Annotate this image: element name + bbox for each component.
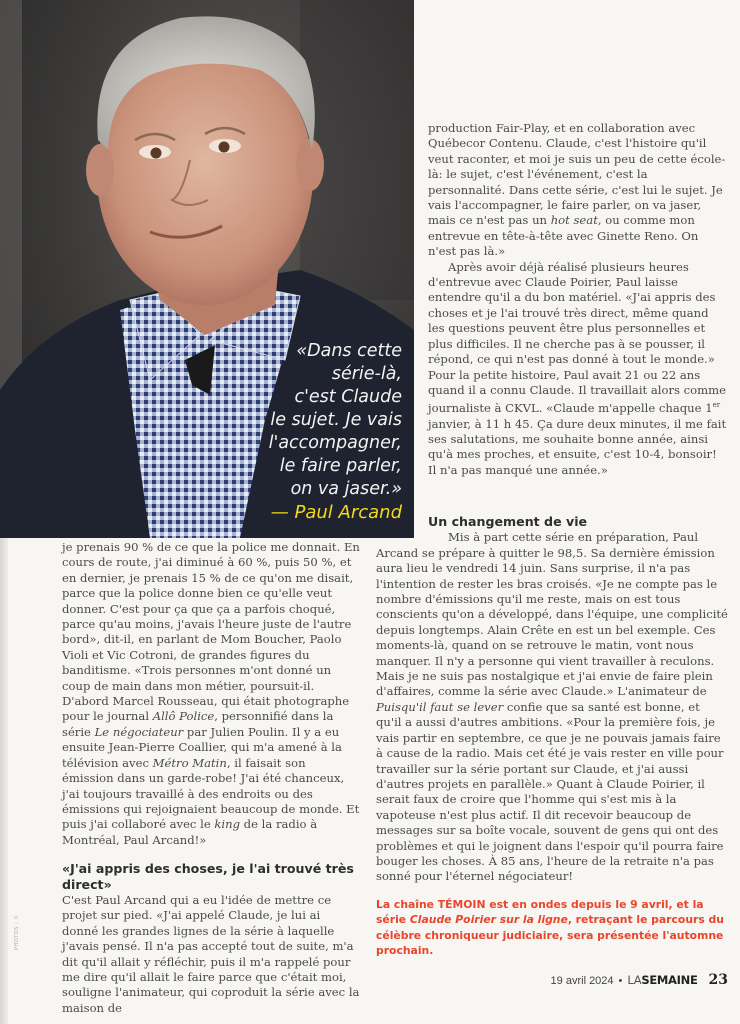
article-column-right-top [428, 121, 728, 478]
logo-la: LA [627, 973, 642, 987]
article-paragraph [428, 260, 728, 479]
pull-quote-line: série-là, [331, 364, 402, 384]
text-run: , retraçant le parcours du célèbre chroniqueur judiciaire, sera présentée l'automne prochain. [376, 913, 724, 958]
separator-dot: • [618, 975, 623, 987]
portrait-photo [0, 0, 414, 538]
text-run: , ou comme mon entrevue en tête-à-tête avec Ginette Reno. On n'est pas là.» [428, 213, 699, 259]
article-paragraph [376, 546, 728, 885]
pull-quote-line: le sujet. Je vais [270, 410, 402, 430]
emphasis-allo-police: Allô Police [152, 709, 215, 724]
emphasis-hot-seat: hot seat [550, 213, 598, 228]
text-run: par Julien Poulin. Il y a eu ensuite Jean-Pierre Coallier, qui m'a amené à la télévision avec [62, 724, 342, 770]
pull-quote [252, 340, 402, 524]
section-subhead: Un changement de vie [428, 514, 588, 529]
page-footer [551, 972, 728, 988]
article-paragraph: C'est Paul Arcand qui a eu l'idée de mettre ce projet sur pied. «J'ai appelé Claude, je lui ai donné les grandes lignes de la série à laquelle j'avais pensé. Il n'a pas accepté tout de suite, m'a dit qu'il allait y réfléchir, puis il m'a rappelé pour me dire qu'il allait le faire parce que c'était moi, souligne l'animateur, qui coproduit la série avec la maison de [62, 892, 360, 1015]
text-run: Arcand se prépare à quitter le 98,5. Sa dernière émission aura lieu le vendredi 14 juin. Sans surprise, il n'a pas l'intention de rester les bras croisés. «Je ne compte pas le nombre d'émissions qu'il me reste, mais on est tous conscients qu'on a développé, dans l'équipe, une complicité depuis longtemps. Alain Crête en est un bel exemple. Ces moments-là, quand on se retrouve le matin, vont nous manquer. Il n'y a personne qui vient travailler à reculons. Mais je ne suis pas nostalgique et j'ai envie de faire plein d'affaires, comme la série avec Claude.» L'animateur de [376, 545, 728, 699]
logo-semaine: SEMAINE [641, 973, 698, 987]
photo-credit: PHOTOS : © [14, 914, 20, 950]
text-run: production Fair-Play, et en collaboration avec Québecor Contenu. Claude, c'est l'histoire qu'il veut raconter, et moi je suis un peu de cette école-là: le sujet, c'est l'événement, c'est la personnalité. Dans cette série, c'est lui le sujet. Je vais l'accompagner, le faire parler, on va jaser, mais ce n'est pas un [428, 121, 726, 228]
article-column-right-bottom [376, 514, 728, 885]
text-run: , il faisait son émission dans un garde-robe! J'ai été chanceux, j'ai toujours travaillé à des endroits ou des émissions qui rejoignaient beaucoup de monde. Et puis j'ai collaboré avec le [62, 755, 360, 832]
emphasis-metro-matin: Métro Matin [152, 755, 227, 770]
text-run: de la radio à Montréal, Paul Arcand!» [62, 817, 318, 847]
pull-quote-line: le faire parler, [279, 456, 402, 476]
text-run: je prenais 90 % de ce que la police me donnait. En cours de route, j'ai diminué à 60 %, puis 50 %, et en dernier, je prenais 15 % de ce qu'on me disait, parce que la police donne bien ce qu'elle veut donner. C'est pour ça que ça a parfois choqué, parce qu'au moins, j'avais l'heure juste de l'autre bord», dit-il, en parlant de Mom Boucher, Paolo Violi et Vic Cotroni, de grandes figures du banditisme. «Trois personnes m'ont donné un coup de main dans mon métier, poursuit-il. D'abord Marcel Rousseau, qui était photographe pour le journal [62, 540, 360, 724]
pull-quote-attribution: — Paul Arcand [270, 502, 402, 523]
emphasis-le-negociateur: Le négociateur [94, 724, 184, 739]
issue-date: 19 avril 2024 [550, 975, 614, 987]
text-run: , personnifié dans la série [62, 709, 334, 739]
section-subhead: «J'ai appris des choses, je l'ai trouvé très direct» [62, 861, 354, 892]
text-run: janvier, à 11 h 45. Ça dure deux minutes, il me fait ses salutations, me souhaite bonne année, ainsi qu'à mes proches, et ensuite, c'est 10-4, bonsoir! Il n'a pas manqué une année.» [428, 416, 727, 477]
article-paragraph [428, 121, 728, 260]
superscript: er [712, 401, 721, 410]
text-run: La chaîne TÉMOIN est en ondes depuis le 9 avril, et la série [376, 898, 704, 927]
magazine-logo [627, 973, 697, 987]
text-run: Après avoir déjà réalisé plusieurs heures d'entrevue avec Claude Poirier, Paul laisse entendre qu'il a du bon matériel. «J'ai appris des choses et je l'ai trouvé très direct, même quand les questions peuvent être plus personnelles et plus difficiles. Il ne cherche pas à se pousser, il répond, ce qui n'est pas donné à tout le monde.» Pour la petite histoire, Paul avait 21 ou 22 ans quand il a connu Claude. Il travaillait alors comme journaliste à CKVL. «Claude m'appelle chaque 1 [428, 259, 726, 416]
broadcast-promo [376, 897, 736, 959]
article-paragraph [62, 540, 360, 848]
article-column-left [62, 540, 360, 1016]
emphasis-king: king [214, 817, 240, 832]
text-run: confie que sa santé est bonne, et qu'il a aussi d'autres ambitions. «Pour la première fois, je vais partir en septembre, ce que je ne pouvais jamais faire à cause de la radio. Mais cet été je vais rester en ville pour travailler sur la série portant sur Claude, et j'ai aussi d'autres projets en parallèle.» Quant à Claude Poirier, il serait faux de croire que l'homme qui s'est mis à la vapoteuse n'est plus actif. Il dit recevoir beaucoup de messages sur sa boîte vocale, souvent de gens qui ont des problèmes et qui le joignent dans l'espoir qu'il pourra faire bouger les choses. À 85 ans, l'heure de la retraite n'a pas sonné pour l'éternel négociateur! [376, 699, 724, 884]
article-paragraph-opening: Mis à part cette série en préparation, Paul [448, 530, 699, 545]
pull-quote-line: «Dans cette [296, 341, 402, 361]
pull-quote-line: c'est Claude [294, 387, 402, 407]
page-number: 23 [708, 972, 728, 988]
emphasis-series-title: Claude Poirier sur la ligne [409, 913, 568, 927]
pull-quote-line: l'accompagner, [268, 433, 402, 453]
emphasis-show-title: Puisqu'il faut se lever [376, 699, 504, 714]
pull-quote-line: on va jaser.» [290, 479, 402, 499]
